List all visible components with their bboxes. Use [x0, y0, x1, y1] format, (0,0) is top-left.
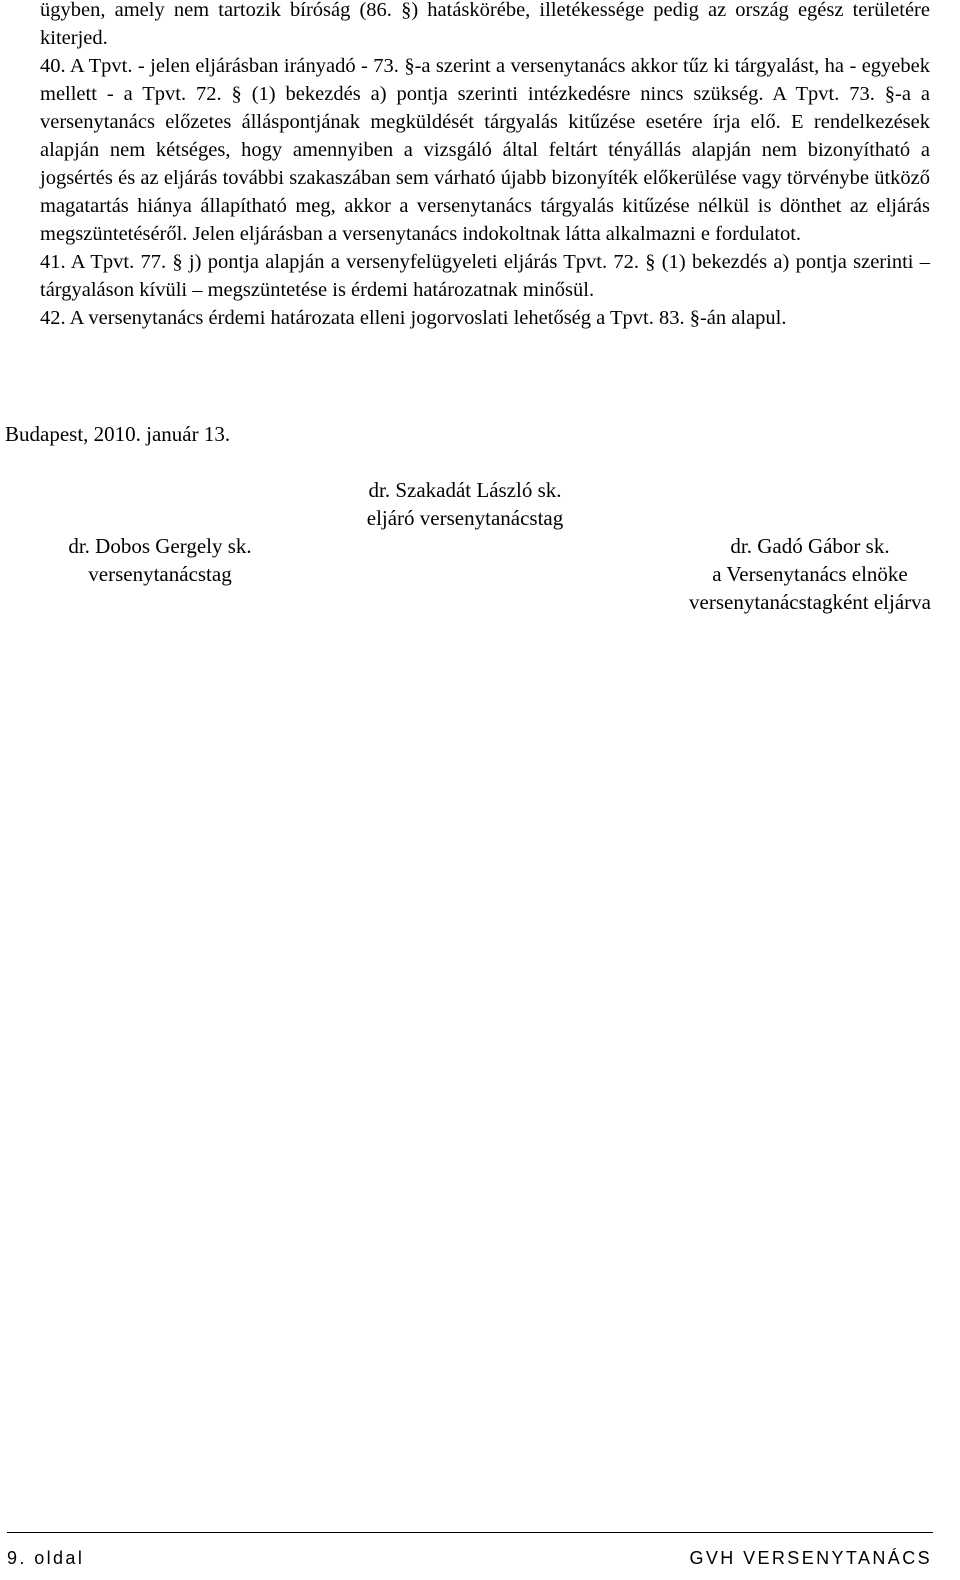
signature-block-right	[665, 532, 955, 616]
footer-divider	[7, 1532, 933, 1533]
dateline: Budapest, 2010. január 13.	[5, 422, 231, 446]
paragraph-41: 41. A Tpvt. 77. § j) pontja alapján a versenyfelügyeleti eljárás Tpvt. 72. § (1) bekezdés a) pontja szerinti – tárgyaláson kívüli – megszüntetése is érdemi határozatnak minősül.	[40, 251, 930, 301]
document-body	[40, 0, 930, 332]
signatory-role: a Versenytanács elnöke	[712, 562, 908, 586]
footer-organization: GVH VERSENYTANÁCS	[689, 1548, 932, 1568]
signatory-role-secondary: versenytanácstagként eljárva	[689, 590, 931, 614]
signatory-role: eljáró versenytanácstag	[366, 506, 564, 530]
signatory-name: dr. Szakadát László sk.	[368, 478, 562, 502]
page-number: 9. oldal	[7, 1548, 85, 1568]
paragraph-42: 42. A versenytanács érdemi határozata elleni jogorvoslati lehetőség a Tpvt. 83. §-án alapul.	[40, 307, 787, 329]
signatory-name: dr. Gadó Gábor sk.	[730, 534, 890, 558]
paragraph-continuation: ügyben, amely nem tartozik bíróság (86. §) hatáskörébe, illetékessége pedig az ország egész területére kiterjed.	[40, 0, 930, 49]
signatory-name: dr. Dobos Gergely sk.	[68, 534, 252, 558]
signatory-role: versenytanácstag	[88, 562, 232, 586]
paragraph-40: 40. A Tpvt. - jelen eljárásban irányadó - 73. §-a szerint a versenytanács akkor tűz ki tárgyalást, ha - egyebek mellett - a Tpvt. 72. § (1) bekezdés a) pontja szerinti intézkedésre nincs szükség. A Tpvt. 73. §-a a versenytanács előzetes álláspontjának megküldését tárgyalás kitűzése esetére írja elő. E rendelkezések alapján nem kétséges, hogy amennyiben a vizsgáló által feltárt tényállás alapján nem bizonyítható a jogsértés és az eljárás további szakaszában sem várható újabb bizonyíték előkerülése vagy törvénybe ütköző magatartás hiánya állapítható meg, akkor a versenytanács tárgyalás kitűzése nélkül is dönthet az eljárás megszüntetéséről. Jelen eljárásban a versenytanács indokoltnak látta alkalmazni e fordulatot.	[40, 55, 930, 245]
signature-block-left	[40, 532, 280, 588]
signature-block-center	[340, 476, 590, 532]
